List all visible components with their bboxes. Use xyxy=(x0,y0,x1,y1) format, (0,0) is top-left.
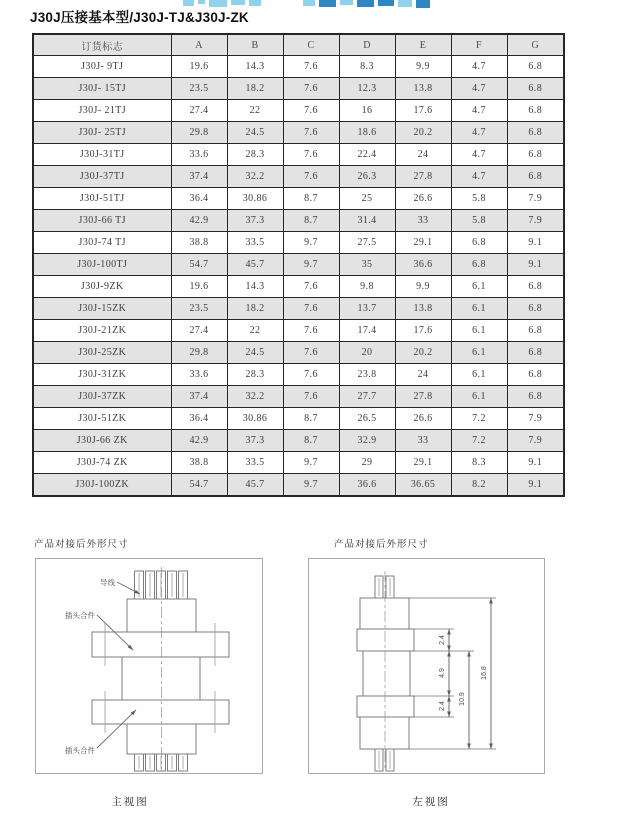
value-cell: 33 xyxy=(395,430,451,452)
plug-body-top xyxy=(360,598,409,629)
value-cell: 23.5 xyxy=(171,78,227,100)
value-cell: 27.8 xyxy=(395,166,451,188)
model-cell: J30J- 21TJ xyxy=(33,100,171,122)
value-cell: 6.1 xyxy=(451,320,507,342)
value-cell: 22.4 xyxy=(339,144,395,166)
value-cell: 9.1 xyxy=(507,232,564,254)
model-cell: J30J-9ZK xyxy=(33,276,171,298)
value-cell: 37.3 xyxy=(227,430,283,452)
value-cell: 20.2 xyxy=(395,342,451,364)
value-cell: 23.8 xyxy=(339,364,395,386)
value-cell: 17.6 xyxy=(395,320,451,342)
plug-body-bottom xyxy=(360,717,409,749)
model-cell: J30J-21ZK xyxy=(33,320,171,342)
value-cell: 22 xyxy=(227,100,283,122)
table-row xyxy=(33,100,564,122)
value-cell: 9.7 xyxy=(283,452,339,474)
value-cell: 7.6 xyxy=(283,100,339,122)
column-header: D xyxy=(339,34,395,56)
value-cell: 28.3 xyxy=(227,144,283,166)
table-row xyxy=(33,430,564,452)
value-cell: 6.8 xyxy=(451,232,507,254)
value-cell: 45.7 xyxy=(227,254,283,276)
value-cell: 36.65 xyxy=(395,474,451,497)
wires-top xyxy=(375,576,394,598)
value-cell: 7.6 xyxy=(283,276,339,298)
table-row xyxy=(33,386,564,408)
value-cell: 54.7 xyxy=(171,254,227,276)
value-cell: 7.6 xyxy=(283,56,339,78)
value-cell: 6.8 xyxy=(451,254,507,276)
value-cell: 19.6 xyxy=(171,276,227,298)
value-cell: 6.8 xyxy=(507,276,564,298)
value-cell: 29.8 xyxy=(171,122,227,144)
plug-flange-bottom xyxy=(92,700,229,724)
value-cell: 9.9 xyxy=(395,276,451,298)
wire-leader xyxy=(117,582,140,594)
table-row xyxy=(33,342,564,364)
value-cell: 4.7 xyxy=(451,56,507,78)
value-cell: 33.6 xyxy=(171,364,227,386)
model-cell: J30J-51TJ xyxy=(33,188,171,210)
value-cell: 27.4 xyxy=(171,100,227,122)
value-cell: 20 xyxy=(339,342,395,364)
table-row xyxy=(33,122,564,144)
value-cell: 30.86 xyxy=(227,408,283,430)
value-cell: 5.8 xyxy=(451,188,507,210)
value-cell: 27.8 xyxy=(395,386,451,408)
column-header: G xyxy=(507,34,564,56)
section-title-front-view: 产品对接后外形尺寸 xyxy=(34,540,129,550)
value-cell: 6.8 xyxy=(507,364,564,386)
model-cell: J30J-25ZK xyxy=(33,342,171,364)
value-cell: 28.3 xyxy=(227,364,283,386)
value-cell: 6.1 xyxy=(451,298,507,320)
front-view-panel xyxy=(35,558,263,774)
value-cell: 7.9 xyxy=(507,210,564,232)
column-header: B xyxy=(227,34,283,56)
table-row xyxy=(33,78,564,100)
value-cell: 6.1 xyxy=(451,386,507,408)
plug-assembly-label-top: 插头合件 xyxy=(65,611,95,620)
value-cell: 7.6 xyxy=(283,166,339,188)
value-cell: 45.7 xyxy=(227,474,283,497)
wires-top xyxy=(135,571,188,599)
value-cell: 6.8 xyxy=(507,56,564,78)
value-cell: 4.7 xyxy=(451,122,507,144)
value-cell: 17.6 xyxy=(395,100,451,122)
model-cell: J30J- 9TJ xyxy=(33,56,171,78)
value-cell: 9.7 xyxy=(283,232,339,254)
column-header: E xyxy=(395,34,451,56)
value-cell: 7.9 xyxy=(507,408,564,430)
table-row xyxy=(33,188,564,210)
value-cell: 18.2 xyxy=(227,298,283,320)
value-cell: 29 xyxy=(339,452,395,474)
table-row xyxy=(33,408,564,430)
value-cell: 7.6 xyxy=(283,320,339,342)
value-cell: 7.6 xyxy=(283,122,339,144)
model-cell: J30J- 25TJ xyxy=(33,122,171,144)
model-cell: J30J-31TJ xyxy=(33,144,171,166)
value-cell: 13.8 xyxy=(395,78,451,100)
side-view-panel xyxy=(308,558,545,774)
value-cell: 24 xyxy=(395,144,451,166)
table-row xyxy=(33,276,564,298)
wires-bottom xyxy=(135,754,188,771)
value-cell: 9.8 xyxy=(339,276,395,298)
value-cell: 9.1 xyxy=(507,474,564,497)
value-cell: 35 xyxy=(339,254,395,276)
value-cell: 5.8 xyxy=(451,210,507,232)
value-cell: 36.6 xyxy=(395,254,451,276)
value-cell: 36.6 xyxy=(339,474,395,497)
table-row xyxy=(33,474,564,497)
table-row xyxy=(33,232,564,254)
model-cell: J30J-15ZK xyxy=(33,298,171,320)
value-cell: 18.6 xyxy=(339,122,395,144)
model-cell: J30J-100ZK xyxy=(33,474,171,497)
value-cell: 25 xyxy=(339,188,395,210)
value-cell: 33.5 xyxy=(227,232,283,254)
banner-fragment xyxy=(231,0,245,5)
value-cell: 9.1 xyxy=(507,254,564,276)
value-cell: 6.8 xyxy=(507,320,564,342)
model-cell: J30J-37TJ xyxy=(33,166,171,188)
value-cell: 30.86 xyxy=(227,188,283,210)
value-cell: 24.5 xyxy=(227,122,283,144)
value-cell: 54.7 xyxy=(171,474,227,497)
column-header: C xyxy=(283,34,339,56)
mated-body xyxy=(122,657,200,700)
value-cell: 7.6 xyxy=(283,144,339,166)
value-cell: 36.4 xyxy=(171,408,227,430)
section-title-side-view: 产品对接后外形尺寸 xyxy=(334,540,429,550)
value-cell: 8.7 xyxy=(283,188,339,210)
value-cell: 7.9 xyxy=(507,188,564,210)
spec-table-header xyxy=(33,34,564,56)
model-cell: J30J-100TJ xyxy=(33,254,171,276)
wires-bottom xyxy=(375,749,394,771)
value-cell: 7.9 xyxy=(507,430,564,452)
table-row xyxy=(33,254,564,276)
value-cell: 26.6 xyxy=(395,408,451,430)
value-cell: 9.1 xyxy=(507,452,564,474)
value-cell: 4.7 xyxy=(451,100,507,122)
value-cell: 29.8 xyxy=(171,342,227,364)
value-cell: 4.7 xyxy=(451,166,507,188)
value-cell: 7.2 xyxy=(451,430,507,452)
value-cell: 7.6 xyxy=(283,298,339,320)
value-cell: 6.8 xyxy=(507,386,564,408)
value-cell: 23.5 xyxy=(171,298,227,320)
front-view-drawing xyxy=(36,559,262,773)
value-cell: 32.9 xyxy=(339,430,395,452)
value-cell: 12.3 xyxy=(339,78,395,100)
value-cell: 27.7 xyxy=(339,386,395,408)
value-cell: 26.3 xyxy=(339,166,395,188)
value-cell: 38.8 xyxy=(171,452,227,474)
value-cell: 6.8 xyxy=(507,122,564,144)
value-cell: 31.4 xyxy=(339,210,395,232)
value-cell: 37.3 xyxy=(227,210,283,232)
table-row xyxy=(33,452,564,474)
value-cell: 42.9 xyxy=(171,430,227,452)
value-cell: 19.6 xyxy=(171,56,227,78)
banner-fragment xyxy=(198,0,205,4)
plug-flange-top xyxy=(92,632,229,657)
value-cell: 37.4 xyxy=(171,166,227,188)
value-cell: 4.7 xyxy=(451,78,507,100)
model-cell: J30J-66 TJ xyxy=(33,210,171,232)
dim-label-2.4-upper: 2.4 xyxy=(439,635,446,645)
value-cell: 8.2 xyxy=(451,474,507,497)
value-cell: 6.1 xyxy=(451,364,507,386)
dim-label-2.4-lower: 2.4 xyxy=(439,701,446,711)
value-cell: 33 xyxy=(395,210,451,232)
value-cell: 32.2 xyxy=(227,386,283,408)
value-cell: 36.4 xyxy=(171,188,227,210)
side-view-caption: 左视图 xyxy=(412,797,450,808)
dim-label-4.9: 4.9 xyxy=(439,668,446,678)
model-cell: J30J-31ZK xyxy=(33,364,171,386)
value-cell: 33.6 xyxy=(171,144,227,166)
plug-flange-bottom xyxy=(357,696,414,717)
value-cell: 8.7 xyxy=(283,430,339,452)
model-cell: J30J- 15TJ xyxy=(33,78,171,100)
value-cell: 7.6 xyxy=(283,78,339,100)
model-cell: J30J-51ZK xyxy=(33,408,171,430)
value-cell: 17.4 xyxy=(339,320,395,342)
spec-table-body xyxy=(33,56,564,497)
table-row xyxy=(33,320,564,342)
value-cell: 22 xyxy=(227,320,283,342)
spec-table xyxy=(32,33,565,497)
value-cell: 32.2 xyxy=(227,166,283,188)
model-cell: J30J-37ZK xyxy=(33,386,171,408)
value-cell: 20.2 xyxy=(395,122,451,144)
value-cell: 18.2 xyxy=(227,78,283,100)
model-cell: J30J-66 ZK xyxy=(33,430,171,452)
value-cell: 8.7 xyxy=(283,408,339,430)
value-cell: 29.1 xyxy=(395,452,451,474)
value-cell: 7.2 xyxy=(451,408,507,430)
column-header: A xyxy=(171,34,227,56)
dim-label-16.8: 16.8 xyxy=(481,666,488,680)
wire-label: 导线 xyxy=(100,578,115,587)
table-row xyxy=(33,166,564,188)
value-cell: 26.6 xyxy=(395,188,451,210)
dim-label-10.9: 10.9 xyxy=(459,692,466,706)
value-cell: 7.6 xyxy=(283,386,339,408)
table-row xyxy=(33,144,564,166)
value-cell: 6.1 xyxy=(451,276,507,298)
side-view-drawing xyxy=(309,559,544,773)
column-header: F xyxy=(451,34,507,56)
value-cell: 6.8 xyxy=(507,100,564,122)
value-cell: 13.8 xyxy=(395,298,451,320)
value-cell: 14.3 xyxy=(227,276,283,298)
table-row xyxy=(33,56,564,78)
value-cell: 6.8 xyxy=(507,298,564,320)
value-cell: 13.7 xyxy=(339,298,395,320)
value-cell: 9.9 xyxy=(395,56,451,78)
model-cell: J30J-74 ZK xyxy=(33,452,171,474)
value-cell: 14.3 xyxy=(227,56,283,78)
front-view-caption: 主视图 xyxy=(111,797,149,808)
value-cell: 8.3 xyxy=(339,56,395,78)
value-cell: 24.5 xyxy=(227,342,283,364)
value-cell: 6.1 xyxy=(451,342,507,364)
value-cell: 37.4 xyxy=(171,386,227,408)
value-cell: 9.7 xyxy=(283,474,339,497)
value-cell: 24 xyxy=(395,364,451,386)
table-row xyxy=(33,298,564,320)
table-row xyxy=(33,210,564,232)
table-row xyxy=(33,364,564,386)
value-cell: 7.6 xyxy=(283,342,339,364)
value-cell: 29.1 xyxy=(395,232,451,254)
value-cell: 9.7 xyxy=(283,254,339,276)
value-cell: 7.6 xyxy=(283,364,339,386)
value-cell: 6.8 xyxy=(507,342,564,364)
value-cell: 27.4 xyxy=(171,320,227,342)
value-cell: 26.5 xyxy=(339,408,395,430)
model-cell: J30J-74 TJ xyxy=(33,232,171,254)
value-cell: 6.8 xyxy=(507,144,564,166)
banner-fragment xyxy=(340,0,353,5)
plug-bottom-leader xyxy=(97,710,136,748)
value-cell: 8.7 xyxy=(283,210,339,232)
value-cell: 33.5 xyxy=(227,452,283,474)
value-cell: 4.7 xyxy=(451,144,507,166)
value-cell: 16 xyxy=(339,100,395,122)
value-cell: 27.5 xyxy=(339,232,395,254)
value-cell: 6.8 xyxy=(507,166,564,188)
value-cell: 38.8 xyxy=(171,232,227,254)
value-cell: 42.9 xyxy=(171,210,227,232)
page-title: J30J压接基本型/J30J-TJ&J30J-ZK xyxy=(30,10,249,25)
column-header: 订货标志 xyxy=(33,34,171,56)
plug-flange-top xyxy=(357,629,414,651)
mated-body xyxy=(363,651,410,696)
value-cell: 8.3 xyxy=(451,452,507,474)
value-cell: 6.8 xyxy=(507,78,564,100)
plug-assembly-label-bottom: 插头合件 xyxy=(65,746,95,755)
